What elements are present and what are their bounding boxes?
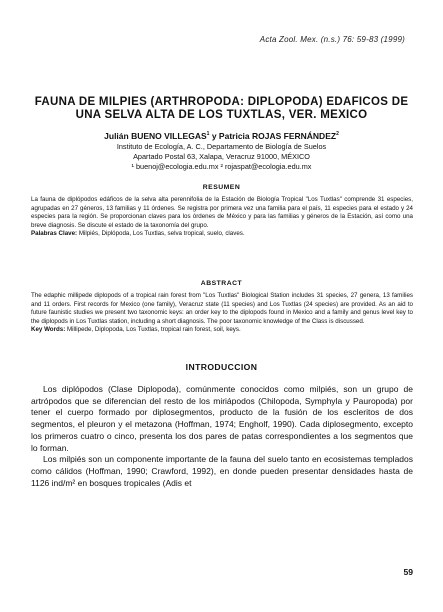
abstract-text: The edaphic millipede diplopods of a tropical rain forest from "Los Tuxtlas" Biological Station includes 31 species, 27 genera, 13 families and 11 orders. First records for Mexico (one family), Veracruz state (11 species) and Los Tuxtlas (24 species) are provided. As an aid to future faunistic studies we present two taxonomic keys: an order key to the diplopods found in Mexico and a family and genus level key to the diplopods in Los Tuxtlas station, including a short diagnosis. The poor taxonomic knowledge of the Class is discussed.	[31, 292, 413, 325]
abstract-keywords	[31, 326, 413, 335]
introduction-heading: INTRODUCCION	[185, 362, 258, 372]
affiliation-emails: ¹ buenoj@ecologia.edu.mx ² rojaspat@ecologia.edu.mx	[131, 162, 312, 171]
author-1: Julián BUENO VILLEGAS	[104, 131, 207, 141]
introduction-body	[31, 384, 413, 489]
introduction-paragraph-1: Los diplópodos (Clase Diplopoda), comúnmente conocidos como milpiés, son un grupo de artrópodos que se diferencian del resto de los miriápodos (Chilopoda, Symphyla y Pauropoda) por tener el cuerpo formado por diplosegmentos, producto de la fusión de los escleritos de dos segmentos, el pleuron y el metazona (Hoffman, 1974; Engholf, 1990). Cada diplosegmento, excepto los primeros cuatro o cinco, presenta los dos pares de patas correspondientes a los segmentos que lo forman.	[31, 384, 413, 453]
affiliation-address: Apartado Postal 63, Xalapa, Veracruz 91000, MÉXICO	[133, 152, 310, 161]
author-2-mark: 2	[336, 131, 339, 138]
resumen-heading: RESUMEN	[202, 184, 241, 191]
paper-title-line-1: FAUNA DE MILPIES (ARTHROPODA: DIPLOPODA) EDAFICOS DE	[34, 96, 409, 108]
abstract-keywords-text: Millipede, Diplopoda, Los Tuxtlas, tropical rain forest, soil, keys.	[65, 326, 241, 334]
resumen-keywords-text: Milpiés, Diplópoda, Los Tuxtlas, selva tropical, suelo, claves.	[77, 230, 245, 238]
journal-reference: Acta Zool. Mex. (n.s.) 76: 59-83 (1999)	[259, 35, 405, 44]
paper-title-line-2: UNA SELVA ALTA DE LOS TUXTLAS, VER. MEXICO	[75, 109, 368, 121]
resumen-keywords	[31, 230, 413, 239]
abstract-keywords-label: Key Words:	[31, 326, 66, 334]
page-number: 59	[403, 567, 413, 577]
introduction-paragraph-2: Los milpiés son un componente importante de la fauna del suelo tanto en ecosistemas templados como cálidos (Hoffman, 1990; Crawford, 1992), en donde pueden presentar densidades hasta de 1126 ind/m² en bosques tropicales (Adis et	[31, 454, 413, 488]
author-1-mark: 1	[206, 131, 210, 138]
author-2: Patricia ROJAS FERNÁNDEZ	[218, 131, 337, 141]
abstract-block	[31, 292, 413, 335]
resumen-block	[31, 196, 413, 239]
resumen-text: La fauna de diplópodos edáficos de la selva alta perennifolia de la Estación de Biología Tropical "Los Tuxtlas" comprende 31 especies, agrupadas en 27 géneros, 13 familias y 11 órdenes. Se registra por primera vez una familia para el país, 11 especies para el estado y 24 especies para la región. Se proporcionan claves para los órdenes de México y para las familias y géneros de la Estación, así como una breve diagnosis. Se discute el estado de la taxonomía del grupo.	[31, 196, 413, 229]
resumen-keywords-label: Palabras Clave:	[31, 230, 78, 238]
author-conjunction: y	[211, 131, 217, 141]
affiliation-institute: Instituto de Ecología, A. C., Departamento de Biología de Suelos	[116, 142, 327, 151]
author-line	[20, 131, 423, 141]
abstract-heading: ABSTRACT	[200, 280, 243, 287]
